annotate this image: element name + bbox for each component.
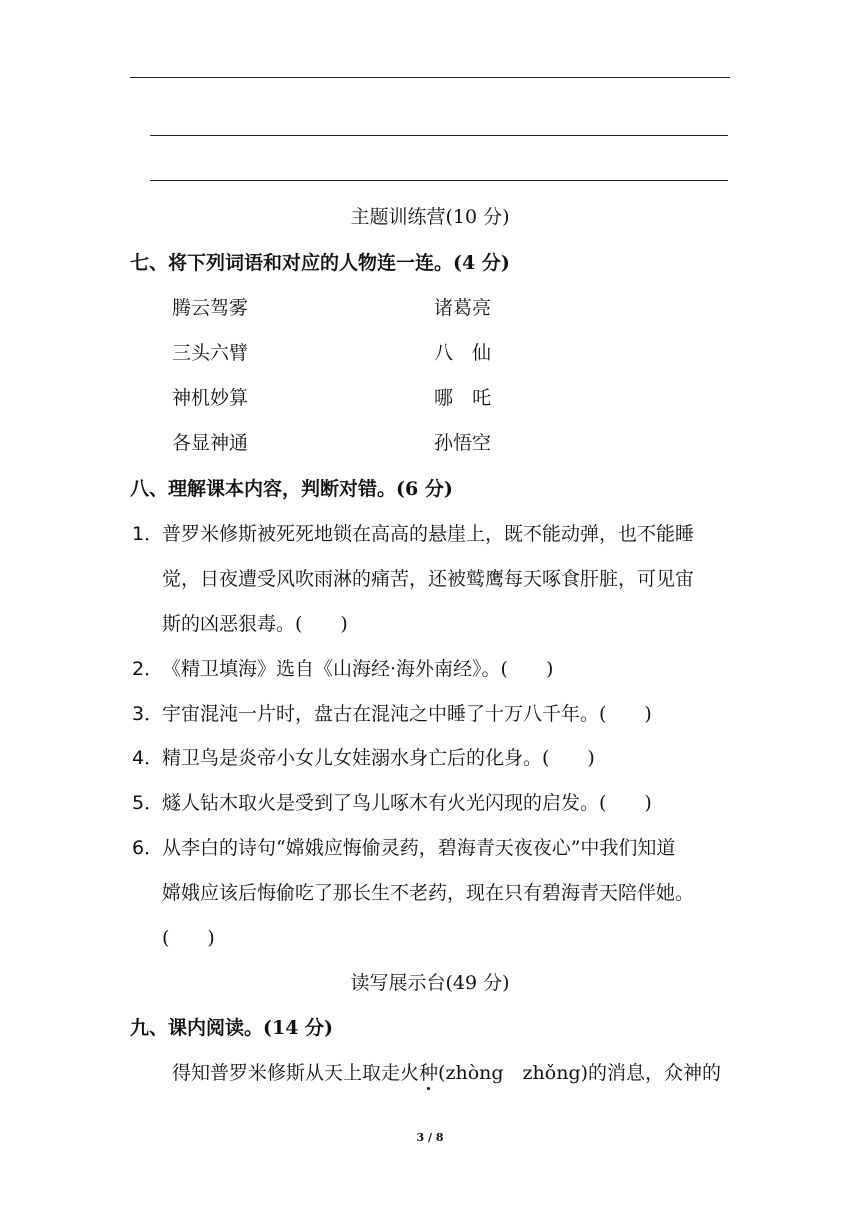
question-8-heading: 八、理解课本内容，判断对错。(6 分) — [130, 478, 453, 500]
item-line: 精卫鸟是炎帝小女儿女娃溺水身亡后的化身。( ) — [162, 747, 595, 769]
dotted-character: 种 — [419, 1062, 439, 1084]
match-right-item: 哪 吒 — [434, 387, 492, 409]
item-line: 燧人钻木取火是受到了鸟儿啄木有火光闪现的启发。( ) — [162, 792, 652, 814]
paragraph-text: 得知普罗米修斯从天上取走火 — [172, 1062, 420, 1084]
item-line: 从李白的诗句“嫦娥应悔偷灵药，碧海青天夜夜心”中我们知道 — [162, 837, 676, 859]
match-right-item: 八 仙 — [434, 342, 492, 364]
section-title: 读写展示台(49 分) — [350, 972, 510, 994]
match-right-item: 诸葛亮 — [434, 297, 492, 319]
item-line: 普罗米修斯被死死地锁在高高的悬崖上，既不能动弹，也不能睡 — [162, 523, 695, 545]
item-number: 5． — [132, 792, 164, 814]
page-number: 3 / 8 — [416, 1131, 444, 1144]
match-left-item: 三头六臂 — [172, 342, 249, 364]
section-title: 主题训练营(10 分) — [350, 206, 510, 228]
question-9-heading: 九、课内阅读。(14 分) — [130, 1017, 334, 1039]
item-line: 觉，日夜遭受风吹雨淋的痛苦，还被鹫鹰每天啄食肝脏，可见宙 — [162, 568, 695, 590]
item-line: 《精卫填海》选自《山海经·海外南经》。( ) — [162, 658, 554, 680]
answer-line — [150, 180, 728, 181]
match-left-item: 神机妙算 — [172, 387, 249, 409]
paragraph-text: (zhòng zhǒng)的消息，众神的 — [438, 1062, 722, 1084]
item-line: 宇宙混沌一片时，盘古在混沌之中睡了十万八千年。( ) — [162, 703, 652, 725]
reading-paragraph — [172, 1061, 721, 1085]
match-right-item: 孙悟空 — [434, 432, 492, 454]
answer-line — [130, 77, 730, 78]
item-line: 斯的凶恶狠毒。( ) — [162, 613, 348, 635]
match-left-item: 各显神通 — [172, 432, 249, 454]
question-7-heading: 七、将下列词语和对应的人物连一连。(4 分) — [130, 252, 510, 274]
item-number: 2． — [132, 658, 164, 680]
item-number: 6． — [132, 837, 164, 859]
item-line: 嫦娥应该后悔偷吃了那长生不老药，现在只有碧海青天陪伴她。 — [162, 882, 695, 904]
item-number: 3． — [132, 703, 164, 725]
match-left-item: 腾云驾雾 — [172, 297, 249, 319]
item-number: 1． — [132, 523, 164, 545]
answer-line — [150, 135, 728, 136]
item-line: ( ) — [162, 927, 215, 949]
item-number: 4． — [132, 747, 164, 769]
